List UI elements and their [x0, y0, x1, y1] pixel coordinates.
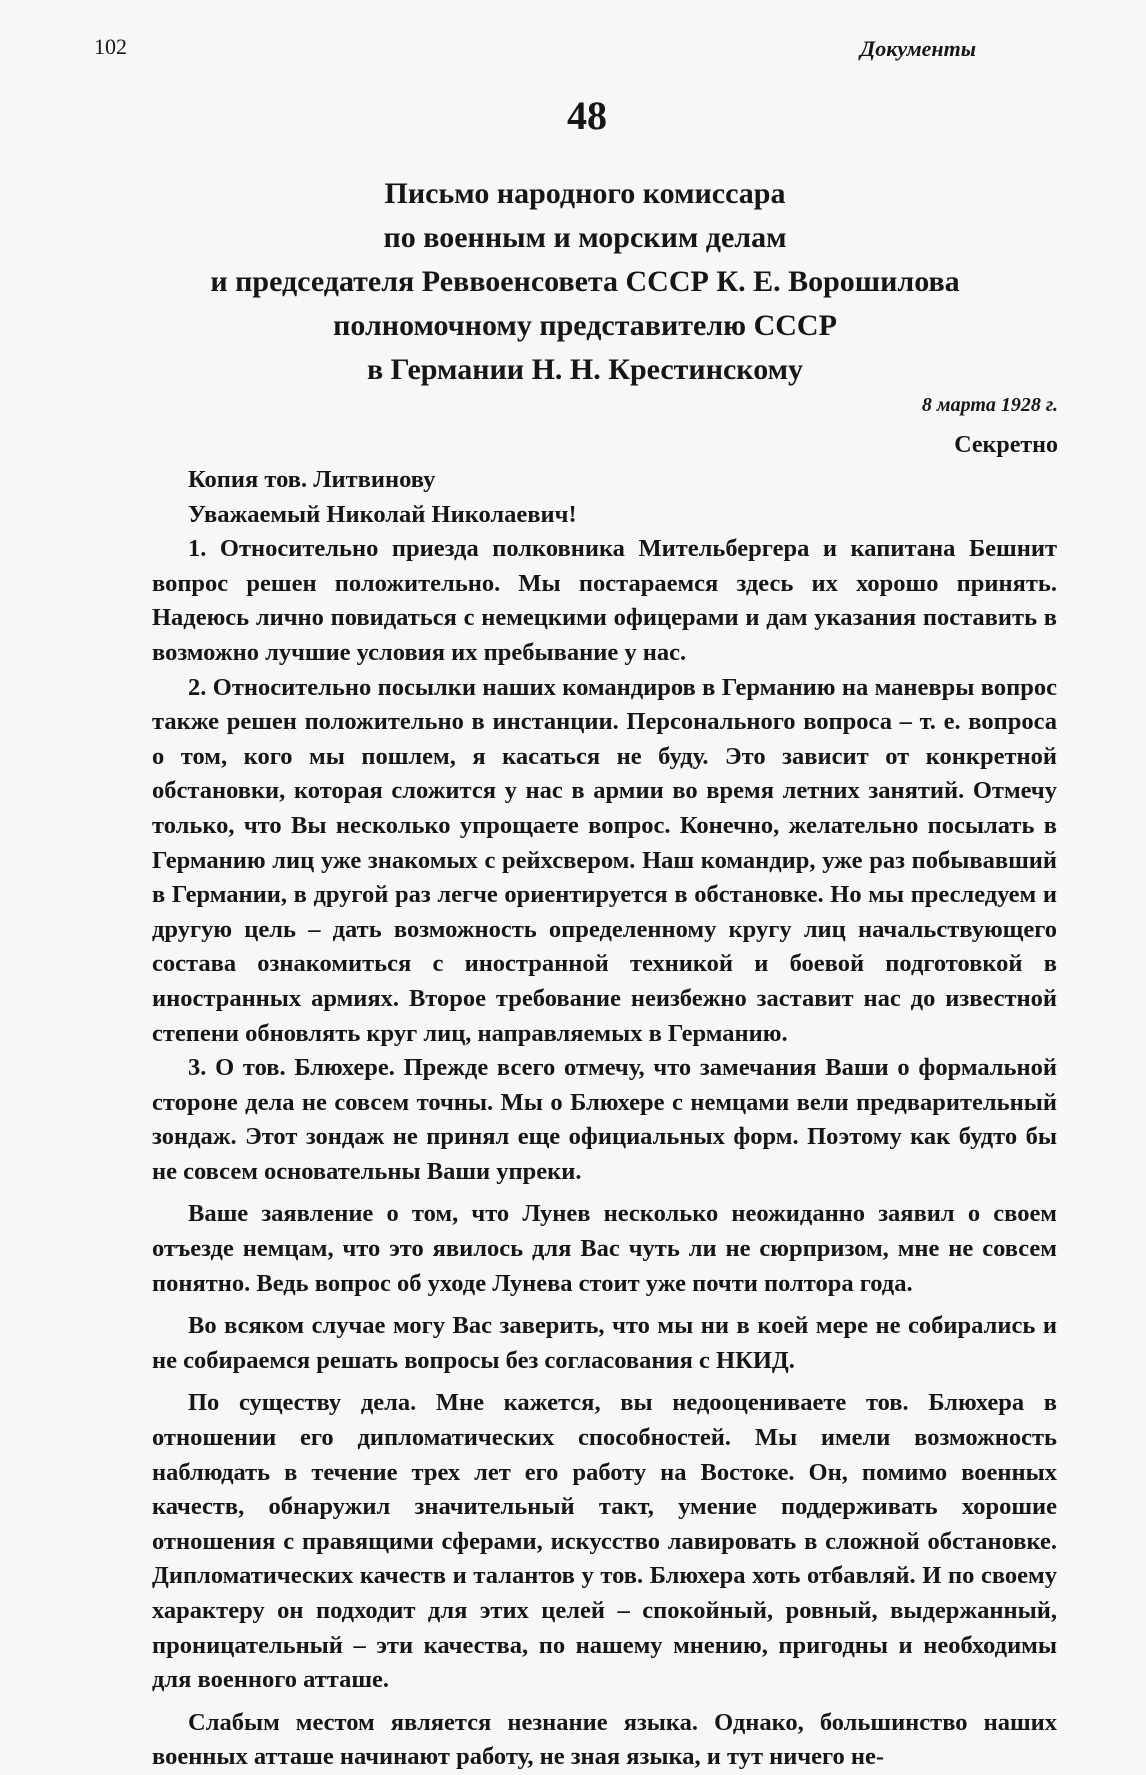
title-line: по военным и морским делам: [383, 221, 787, 254]
document-title: [120, 172, 1050, 392]
paragraph: Слабым местом является незнание языка. Однако, большинство наших военных атташе начинают работу, не зная языка, и тут ничего не-: [152, 1708, 1057, 1771]
paragraph: Ваше заявление о том, что Лунев несколько неожиданно заявил о своем отъезде немцам, что это явилось для Вас чуть ли не сюрпризом, мне не совсем понятно. Ведь вопрос об уходе Лунева стоит уже почти полтора года.: [152, 1200, 1057, 1297]
title-line: в Германии Н. Н. Крестинскому: [366, 353, 804, 386]
title-line: полномочному представителю СССР: [333, 309, 837, 342]
document-date: 8 марта 1928 г.: [921, 394, 1058, 416]
paragraph: 3. О тов. Блюхере. Прежде всего отмечу, что замечания Ваши о формальной стороне дела не совсем точны. Мы о Блюхере с немцами вели предварительный зондаж. Этот зондаж не принял еще официальных форм. Поэтому как будто бы не совсем основательны Ваши упреки.: [152, 1054, 1057, 1185]
paragraph: По существу дела. Мне кажется, вы недооцениваете тов. Блюхера в отношении его дипломатических способностей. Мы имели возможность наблюдать в течение трех лет его работу на Востоке. Он, помимо военных качеств, обнаружил значительный такт, умение поддерживать хорошие отношения с правящими сферами, искусство лавировать в сложной обстановке. Дипломатических качеств и талантов у тов. Блюхера хоть отбавляй. И по своему характеру он подходит для этих целей – спокойный, ровный, выдержанный, проницательный – эти качества, по нашему мнению, пригодны и необходимы для военного атташе.: [152, 1389, 1057, 1694]
title-line: и председателя Реввоенсовета СССР К. Е. Ворошилова: [210, 265, 960, 298]
letter-body: [152, 463, 1057, 1775]
document-number: 48: [567, 93, 607, 138]
paragraph: 1. Относительно приезда полковника Мительбергера и капитана Бешнит вопрос решен положительно. Мы постараемся здесь их хорошо принять. Надеюсь лично повидаться с немецкими офицерами и дам указания поставить в возможно лучшие условия их пребывание у нас.: [152, 535, 1057, 666]
running-head: Документы: [860, 36, 976, 61]
page-number: 102: [94, 34, 127, 59]
salutation: Уважаемый Николай Николаевич!: [188, 500, 577, 528]
title-line: Письмо народного комиссара: [384, 177, 786, 210]
classification-stamp: Секретно: [954, 432, 1058, 458]
copy-note: Копия тов. Литвинову: [188, 466, 436, 493]
paragraph: 2. Относительно посылки наших командиров в Германию на маневры вопрос также решен положительно в инстанции. Персонального вопроса – т. е. вопроса о том, кого мы пошлем, я касаться не буду. Это зависит от конкретной обстановки, которая сложится у нас в армии во время летних занятий. Отмечу только, что Вы несколько упрощаете вопрос. Конечно, желательно посылать в Германию лиц уже знакомых с рейхсвером. Наш командир, уже раз побывавший в Германии, в другой раз легче ориентируется в обстановке. Но мы преследуем и другую цель – дать возможность определенному кругу лиц начальствующего состава ознакомиться с иностранной техникой и боевой подготовкой в иностранных армиях. Второе требование неизбежно заставит нас до известной степени обновлять круг лиц, направляемых в Германию.: [152, 673, 1057, 1047]
paragraph: Во всяком случае могу Вас заверить, что мы ни в коей мере не собирались и не собираемся решать вопросы без согласования с НКИД.: [152, 1312, 1057, 1374]
